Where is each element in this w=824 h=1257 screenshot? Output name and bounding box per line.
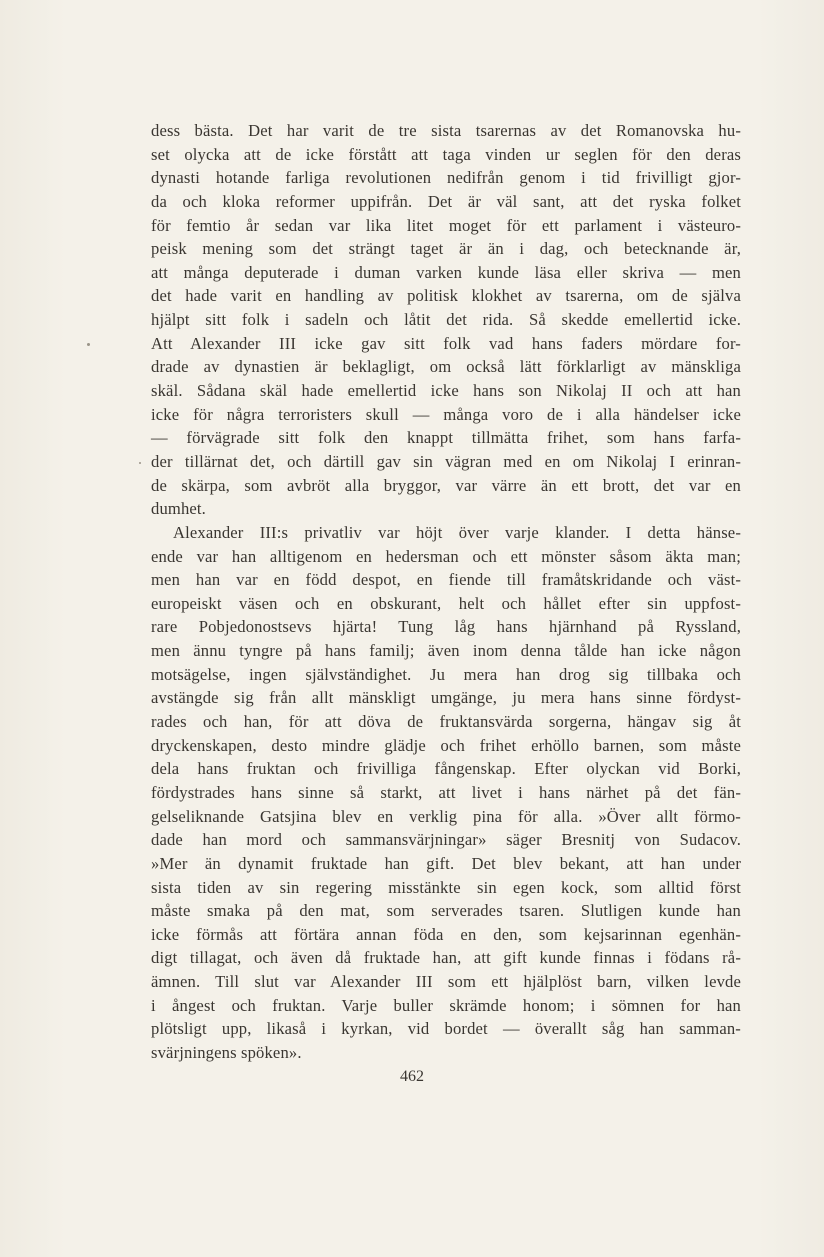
text-line: ende var han alltigenom en hedersman och ett mönster såsom äkta man; (151, 546, 741, 566)
text-line: de skärpa, som avbröt alla bryggor, var värre än ett brott, det var en (151, 475, 741, 495)
paragraph (151, 521, 741, 1065)
page-number: 462 (400, 1068, 424, 1085)
text-line: ämnen. Till slut var Alexander III som ett hjälplöst barn, vilken levde (151, 972, 741, 992)
text-line: hjälpt sitt folk i sadeln och låtit det rida. Så skedde emellertid icke. (151, 310, 741, 330)
text-line: plötsligt upp, likaså i kyrkan, vid bordet — överallt såg han samman- (151, 1019, 741, 1039)
text-line: det hade varit en handling av politisk klokhet av tsarerna, om de själva (151, 286, 741, 306)
text-line: sista tiden av sin regering misstänkte sin egen kock, som alltid först (151, 877, 741, 897)
paper-speck (139, 462, 141, 464)
paper-speck (87, 343, 90, 346)
text-line: motsägelse, ingen självständighet. Ju mera han drog sig tillbaka och (151, 664, 741, 684)
text-line: digt tillagat, och även då fruktade han, att gift kunde finnas i födans rå- (151, 948, 741, 968)
text-line: dynasti hotande farliga revolutionen nedifrån genom i tid frivilligt gjor- (151, 168, 741, 188)
text-line: svärjningens spöken». (151, 1042, 302, 1062)
text-line: »Mer än dynamit fruktade han gift. Det blev bekant, att han under (151, 853, 741, 873)
text-line: set olycka att de icke förstått att taga vinden ur seglen för den deras (151, 144, 741, 164)
text-line: drade av dynastien är beklagligt, om också lätt förklarligt av mänskliga (151, 357, 741, 377)
text-line: dela hans fruktan och frivilliga fångenskap. Efter olyckan vid Borki, (151, 759, 741, 779)
text-line: men ännu tyngre på hans familj; även inom denna tålde han icke någon (151, 641, 741, 661)
text-line: i ångest och fruktan. Varje buller skrämde honom; i sömnen for han (151, 995, 741, 1015)
text-line: — förvägrade sitt folk den knappt tillmätta frihet, som hans farfa- (151, 428, 741, 448)
text-line: icke förmås att förtära annan föda en den, som kejsarinnan egenhän- (151, 924, 741, 944)
text-line: peisk mening som det strängt taget är än i dag, och betecknande är, (151, 239, 741, 259)
text-line: Att Alexander III icke gav sitt folk vad hans faders mördare for- (151, 333, 741, 353)
text-line: Alexander III:s privatliv var höjt över varje klander. I detta hänse- (173, 522, 741, 542)
text-line: rare Pobjedonostsevs hjärta! Tung låg hans hjärnhand på Ryssland, (151, 617, 741, 637)
text-line: att många deputerade i duman varken kunde läsa eller skriva — men (151, 262, 741, 282)
paragraph (151, 119, 741, 521)
body-text (151, 119, 741, 1065)
text-line: dumhet. (151, 499, 206, 519)
text-line: för femtio år sedan var lika litet moget för ett parlament i västeuro- (151, 215, 741, 235)
text-line: dryckenskapen, desto mindre glädje och frihet erhöllo barnen, som måste (151, 735, 741, 755)
text-line: dess bästa. Det har varit de tre sista tsarernas av det Romanovska hu- (151, 121, 741, 140)
text-line: europeiskt väsen och en obskurant, helt och hållet efter sin uppfost- (151, 593, 741, 613)
text-line: men han var en född despot, en fiende till framåtskridande och väst- (151, 570, 741, 590)
text-line: der tillärnat det, och därtill gav sin vägran med en om Nikolaj I erinran- (151, 451, 741, 471)
text-line: da och kloka reformer uppifrån. Det är väl sant, att det ryska folket (151, 191, 741, 211)
text-line: rades och han, för att döva de fruktansvärda sorgerna, hängav sig åt (151, 712, 741, 732)
text-line: icke för några terroristers skull — många voro de i alla händelser icke (151, 404, 741, 424)
text-line: avstängde sig från allt mänskligt umgänge, ju mera hans sinne fördyst- (151, 688, 741, 708)
text-line: gelseliknande Gatsjina blev en verklig pina för alla. »Över allt förmo- (151, 806, 741, 826)
text-line: måste smaka på den mat, som serverades tsaren. Slutligen kunde han (151, 901, 741, 921)
text-line: dade han mord och sammansvärjningar» säger Bresnitj von Sudacov. (151, 830, 741, 850)
text-line: fördystrades hans sinne så starkt, att livet i hans närhet på det fän- (151, 782, 741, 802)
text-line: skäl. Sådana skäl hade emellertid icke hans son Nikolaj II och att han (151, 381, 741, 401)
